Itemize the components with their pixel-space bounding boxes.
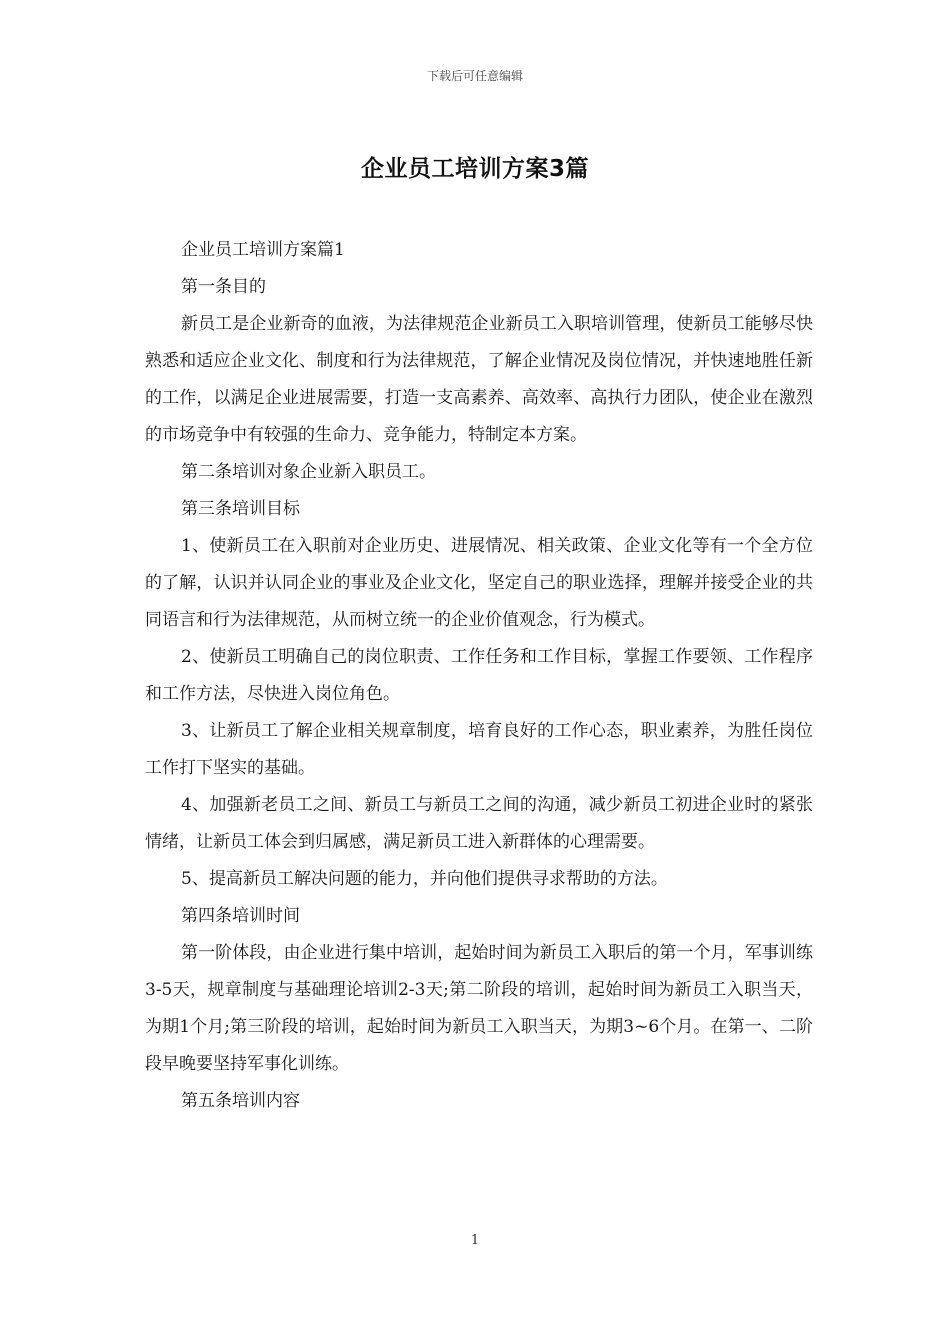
document-title: 企业员工培训方案3篇 [360,156,589,182]
page-number: 1 [470,1233,480,1248]
goal-item-3: 3、让新员工了解企业相关规章制度，培育良好的工作心态，职业素养，为胜任岗位工作打下坚实的基础。 [145,721,813,778]
goal-item-5: 5、提高新员工解决问题的能力，并向他们提供寻求帮助的方法。 [181,869,668,889]
document-body [145,232,813,1120]
goal-item-1: 1、使新员工在入职前对企业历史、进展情况、相关政策、企业文化等有一个全方位的了解，认识并认同企业的事业及企业文化，坚定自己的职业选择，理解并接受企业的共同语言和行为法律规范，从而树立统一的企业价值观念，行为模式。 [145,536,813,630]
article-5-heading: 第五条培训内容 [181,1091,300,1111]
goal-item-4: 4、加强新老员工之间、新员工与新员工之间的沟通，减少新员工初进企业时的紧张情绪，让新员工体会到归属感，满足新员工进入新群体的心理需要。 [145,795,813,852]
article-4-text: 第一阶体段，由企业进行集中培训，起始时间为新员工入职后的第一个月，军事训练3-5天，规章制度与基础理论培训2-3天;第二阶段的培训，起始时间为新员工入职当天，为期1个月;第三阶段的培训，起始时间为新员工入职当天，为期3~6个月。在第一、二阶段早晚要坚持军事化训练。 [145,943,813,1074]
article-3-heading: 第三条培训目标 [181,499,300,519]
article-2-text: 第二条培训对象企业新入职员工。 [181,462,436,482]
section-heading: 企业员工培训方案篇1 [181,240,345,260]
article-1-text: 新员工是企业新奇的血液，为法律规范企业新员工入职培训管理，使新员工能够尽快熟悉和适应企业文化、制度和行为法律规范，了解企业情况及岗位情况，并快速地胜任新的工作，以满足企业进展需要，打造一支高素养、高效率、高执行力团队，使企业在激烈的市场竞争中有较强的生命力、竞争能力，特制定本方案。 [145,314,813,445]
goal-item-2: 2、使新员工明确自己的岗位职责、工作任务和工作目标，掌握工作要领、工作程序和工作方法，尽快进入岗位角色。 [145,647,813,704]
article-1-heading: 第一条目的 [181,277,266,297]
header-note: 下载后可任意编辑 [426,69,523,83]
article-4-heading: 第四条培训时间 [181,906,300,926]
